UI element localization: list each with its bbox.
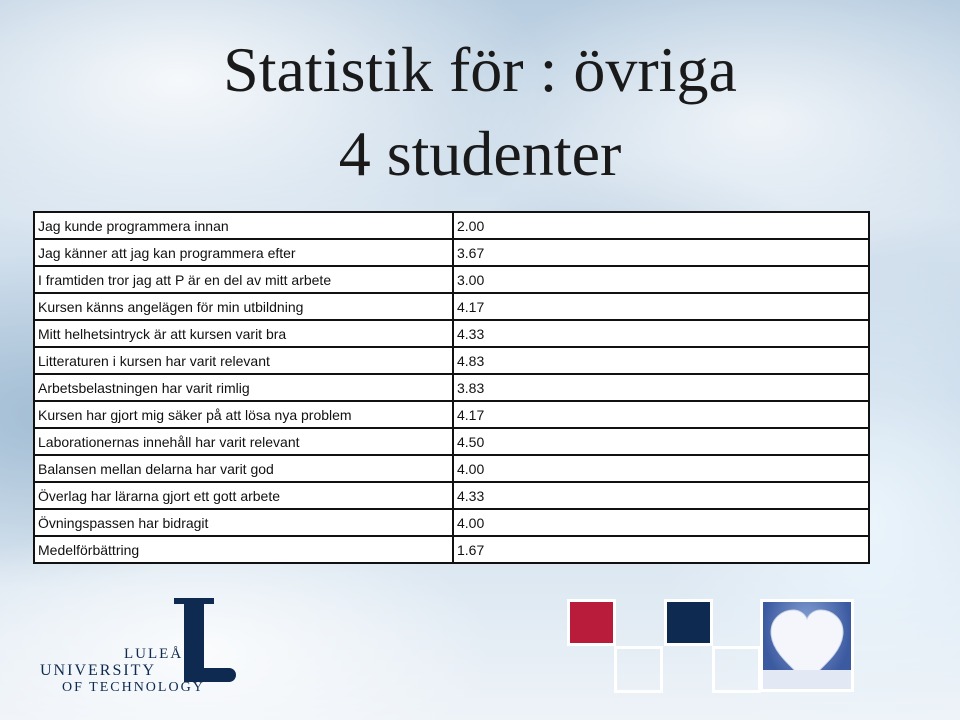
red-square bbox=[567, 599, 616, 646]
title-line-1: Statistik för : övriga bbox=[223, 34, 737, 105]
table-row bbox=[34, 374, 869, 401]
row-question: Övningspassen har bidragit bbox=[34, 509, 453, 536]
row-value: 4.17 bbox=[453, 293, 869, 320]
table-row bbox=[34, 428, 869, 455]
row-question: Balansen mellan delarna har varit god bbox=[34, 455, 453, 482]
row-value: 2.00 bbox=[453, 212, 869, 239]
row-question: Arbetsbelastningen har varit rimlig bbox=[34, 374, 453, 401]
row-question: Jag känner att jag kan programmera efter bbox=[34, 239, 453, 266]
row-question: Kursen har gjort mig säker på att lösa nya problem bbox=[34, 401, 453, 428]
logo-text-lulea: LULEÅ bbox=[124, 646, 184, 662]
table-row bbox=[34, 239, 869, 266]
table-row bbox=[34, 212, 869, 239]
table-row bbox=[34, 320, 869, 347]
table-row bbox=[34, 509, 869, 536]
navy-square bbox=[664, 599, 713, 646]
statistics-table bbox=[33, 211, 870, 564]
title-line-2: 4 studenter bbox=[338, 118, 622, 189]
row-value: 4.50 bbox=[453, 428, 869, 455]
logo-text-technology: OF TECHNOLOGY bbox=[62, 680, 205, 695]
row-question: Jag kunde programmera innan bbox=[34, 212, 453, 239]
row-question: Kursen känns angelägen för min utbildning bbox=[34, 293, 453, 320]
table-row bbox=[34, 455, 869, 482]
row-question: Litteraturen i kursen har varit relevant bbox=[34, 347, 453, 374]
empty-square-2 bbox=[712, 646, 761, 693]
table-row bbox=[34, 293, 869, 320]
row-value: 4.83 bbox=[453, 347, 869, 374]
row-question: Laborationernas innehåll har varit relevant bbox=[34, 428, 453, 455]
slide-title bbox=[0, 28, 960, 196]
logo-text-university: UNIVERSITY bbox=[40, 662, 156, 679]
empty-square-1 bbox=[614, 646, 663, 693]
row-value: 4.17 bbox=[453, 401, 869, 428]
row-value: 4.00 bbox=[453, 509, 869, 536]
row-value: 3.83 bbox=[453, 374, 869, 401]
table-row bbox=[34, 536, 869, 563]
row-value: 4.00 bbox=[453, 455, 869, 482]
row-question: I framtiden tror jag att P är en del av mitt arbete bbox=[34, 266, 453, 293]
row-value: 4.33 bbox=[453, 320, 869, 347]
heart-icon bbox=[763, 602, 851, 689]
heart-snow-photo bbox=[760, 599, 854, 692]
row-value: 3.00 bbox=[453, 266, 869, 293]
table-row bbox=[34, 401, 869, 428]
row-question: Överlag har lärarna gjort ett gott arbete bbox=[34, 482, 453, 509]
row-question: Mitt helhetsintryck är att kursen varit bra bbox=[34, 320, 453, 347]
table-row bbox=[34, 266, 869, 293]
row-value: 1.67 bbox=[453, 536, 869, 563]
row-value: 4.33 bbox=[453, 482, 869, 509]
row-value: 3.67 bbox=[453, 239, 869, 266]
row-question: Medelförbättring bbox=[34, 536, 453, 563]
university-logo bbox=[36, 598, 236, 698]
table-row bbox=[34, 347, 869, 374]
table-row bbox=[34, 482, 869, 509]
